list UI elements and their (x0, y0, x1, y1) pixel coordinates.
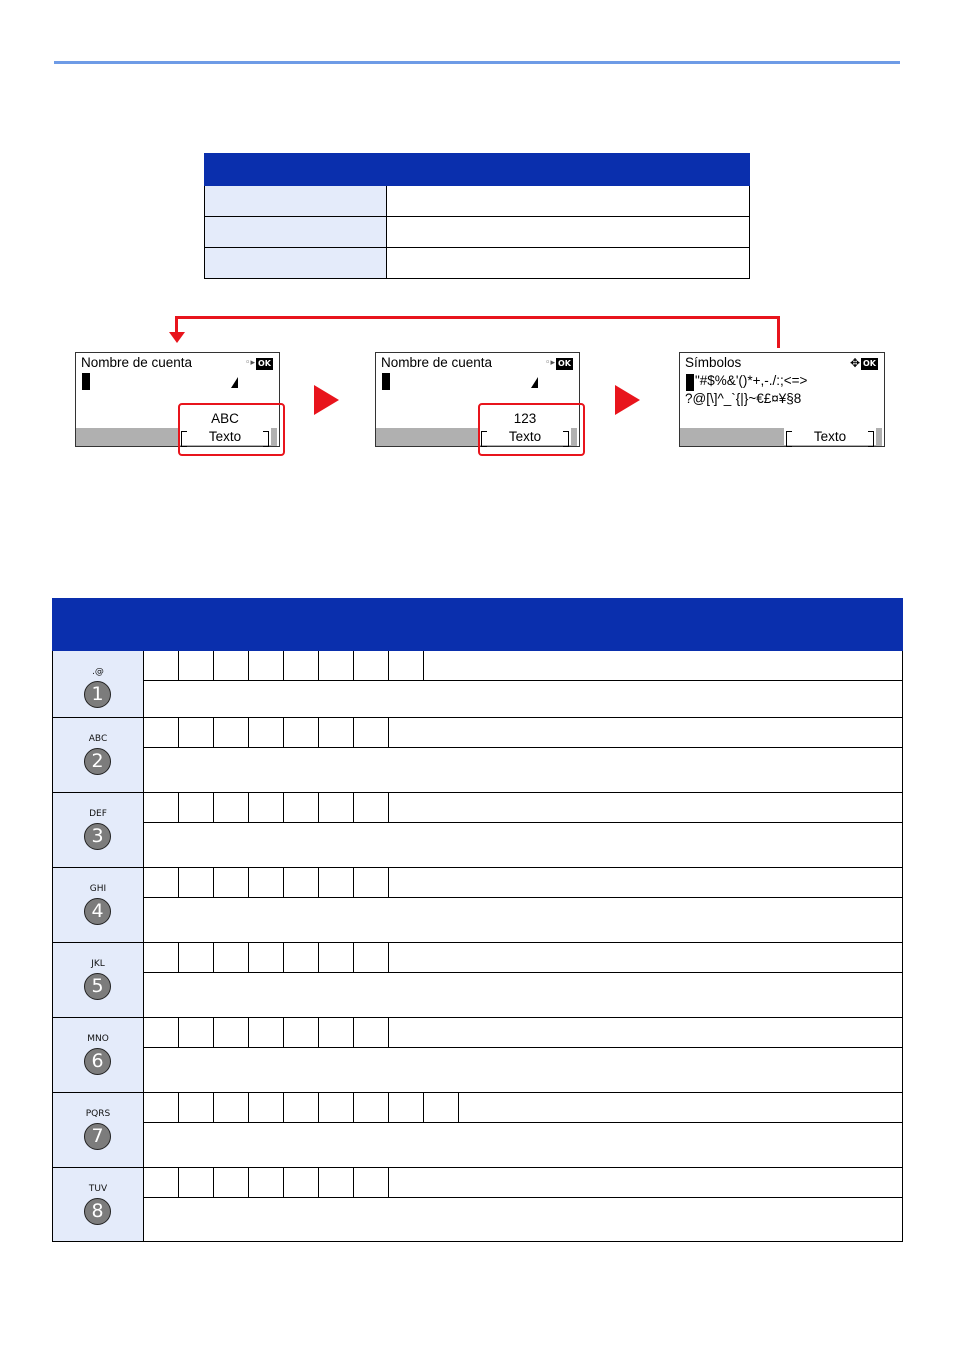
character-box (354, 1168, 389, 1197)
character-box (389, 651, 424, 680)
symbols-row-1: "#$%&'()*+,-./:;<=> (695, 373, 808, 388)
key-desc-row (53, 1048, 903, 1093)
key-letters-label: .@ (92, 667, 104, 677)
character-box (249, 868, 284, 897)
key-desc-row (53, 748, 903, 793)
level-icon (231, 377, 238, 388)
table-header-cell (53, 599, 144, 651)
character-grid (144, 793, 902, 822)
key-graphic (53, 1018, 143, 1091)
key-graphic (53, 1093, 143, 1166)
key-graphic (53, 718, 143, 791)
character-grid (144, 1168, 902, 1197)
key-letters-label: TUV (88, 1184, 108, 1194)
character-box (424, 1093, 459, 1122)
loop-line-top (175, 316, 780, 319)
next-arrow-icon (314, 385, 339, 415)
key-letters-label: DEF (89, 809, 107, 819)
input-mode-table (204, 153, 750, 279)
character-box (354, 943, 389, 972)
text-cursor (382, 373, 390, 390)
lcd-panel-symbols (679, 352, 885, 447)
key-letters-label: JKL (91, 959, 105, 969)
numeric-key-icon: 3 (84, 823, 111, 850)
key-desc-row (53, 1123, 903, 1168)
key-description-cell (144, 823, 903, 868)
key-description-cell (144, 681, 903, 718)
numeric-key-icon: 6 (84, 1048, 111, 1075)
character-box (144, 1168, 179, 1197)
key-description-cell (144, 1198, 903, 1242)
key-desc-row (53, 973, 903, 1018)
character-box (319, 1093, 354, 1122)
character-box (144, 1093, 179, 1122)
character-box (179, 651, 214, 680)
character-box (179, 1168, 214, 1197)
key-graphic (53, 793, 143, 866)
key-cell (53, 1018, 144, 1093)
symbols-row-2: ?@[\]^_`{|}~€£¤¥§8 (685, 391, 802, 406)
table-cell (387, 217, 750, 248)
character-box (214, 1018, 249, 1047)
key-cell (53, 943, 144, 1018)
character-box (144, 718, 179, 747)
character-box (249, 1093, 284, 1122)
table-header-cell (144, 599, 903, 651)
key-character-table (52, 598, 903, 1242)
table-header-row (53, 599, 903, 651)
key-cell (53, 651, 144, 718)
character-box (144, 868, 179, 897)
table-cell (205, 248, 387, 279)
character-cells (144, 1018, 903, 1048)
key-row (53, 1093, 903, 1123)
table-row (205, 248, 750, 279)
key-letters-label: PQRS (85, 1109, 111, 1119)
character-box (319, 793, 354, 822)
character-box (354, 1018, 389, 1047)
character-box (179, 943, 214, 972)
character-cells (144, 1093, 903, 1123)
character-box (284, 1168, 319, 1197)
character-cells (144, 793, 903, 823)
key-desc-row (53, 1198, 903, 1242)
character-box (284, 868, 319, 897)
table-header-row (205, 154, 750, 186)
character-box (284, 651, 319, 680)
softkey-label: Texto (508, 429, 542, 444)
key-cell (53, 793, 144, 868)
character-grid (144, 943, 902, 972)
character-cells (144, 718, 903, 748)
softkey-label: Texto (813, 429, 847, 444)
softkey-mode-label: ABC (211, 411, 239, 426)
table-header-cell (387, 154, 750, 186)
table-row (205, 186, 750, 217)
key-graphic (53, 1168, 143, 1240)
character-box (179, 718, 214, 747)
next-arrow-icon (615, 385, 640, 415)
key-cell (53, 1093, 144, 1168)
key-desc-row (53, 898, 903, 943)
table-cell (387, 186, 750, 217)
key-row (53, 1018, 903, 1048)
character-grid (144, 651, 902, 680)
key-description-cell (144, 898, 903, 943)
character-box (179, 793, 214, 822)
softkey-text[interactable] (784, 411, 876, 445)
key-letters-label: ABC (88, 734, 108, 744)
table-row (205, 217, 750, 248)
text-cursor (686, 374, 694, 391)
character-box (144, 943, 179, 972)
arrow-right-icon: ◦▸ (245, 358, 255, 368)
character-box (284, 793, 319, 822)
character-box (179, 1018, 214, 1047)
character-box (144, 1018, 179, 1047)
character-cells (144, 1168, 903, 1198)
character-box (354, 1093, 389, 1122)
key-row (53, 1168, 903, 1198)
key-letters-label: MNO (87, 1034, 109, 1044)
character-box (214, 943, 249, 972)
four-way-arrow-icon: ✥ (849, 356, 860, 370)
table-header-cell (205, 154, 387, 186)
panel-title: Símbolos (685, 355, 742, 370)
character-box (214, 793, 249, 822)
character-box (249, 1168, 284, 1197)
character-box (144, 651, 179, 680)
numeric-key-icon: 8 (84, 1198, 111, 1225)
character-box (354, 718, 389, 747)
panel-title: Nombre de cuenta (381, 355, 493, 370)
header-rule (54, 61, 900, 64)
table-cell (205, 217, 387, 248)
character-box (284, 1018, 319, 1047)
character-box (179, 868, 214, 897)
key-desc-row (53, 681, 903, 718)
key-graphic (53, 868, 143, 941)
softkey-label: Texto (208, 429, 242, 444)
character-box (144, 793, 179, 822)
key-row (53, 651, 903, 681)
character-box (319, 1168, 354, 1197)
character-grid (144, 1093, 902, 1122)
character-box (389, 1093, 424, 1122)
key-description-cell (144, 748, 903, 793)
character-cells (144, 943, 903, 973)
highlight-box (478, 403, 585, 456)
key-cell (53, 718, 144, 793)
highlight-box (178, 403, 285, 456)
character-box (214, 1093, 249, 1122)
character-box (319, 651, 354, 680)
character-box (214, 868, 249, 897)
key-cell (53, 1168, 144, 1242)
character-grid (144, 868, 902, 897)
key-graphic (53, 943, 143, 1016)
numeric-key-icon: 2 (84, 748, 111, 775)
key-row (53, 793, 903, 823)
character-cells (144, 651, 903, 681)
ok-icon: OK (558, 359, 571, 368)
character-box (319, 718, 354, 747)
key-graphic (53, 651, 143, 716)
level-icon (531, 377, 538, 388)
numeric-key-icon: 1 (84, 681, 111, 708)
character-box (214, 1168, 249, 1197)
key-letters-label: GHI (89, 884, 107, 894)
table-cell (387, 248, 750, 279)
character-box (354, 651, 389, 680)
key-description-cell (144, 973, 903, 1018)
key-row (53, 943, 903, 973)
character-box (354, 868, 389, 897)
text-cursor (82, 373, 90, 390)
character-grid (144, 1018, 902, 1047)
character-box (249, 651, 284, 680)
character-box (319, 1018, 354, 1047)
numeric-key-icon: 4 (84, 898, 111, 925)
character-box (214, 718, 249, 747)
character-box (214, 651, 249, 680)
character-box (249, 718, 284, 747)
softkey-mode-label: 123 (513, 411, 537, 426)
key-cell (53, 868, 144, 943)
numeric-key-icon: 7 (84, 1123, 111, 1150)
character-box (284, 1093, 319, 1122)
character-box (354, 793, 389, 822)
bracket-right-icon (868, 431, 874, 447)
character-box (319, 943, 354, 972)
key-description-cell (144, 1123, 903, 1168)
panel-title: Nombre de cuenta (81, 355, 193, 370)
character-grid (144, 718, 902, 747)
character-cells (144, 868, 903, 898)
character-box (249, 793, 284, 822)
character-box (179, 1093, 214, 1122)
loop-arrowhead-icon (169, 332, 185, 343)
character-box (284, 943, 319, 972)
table-cell (205, 186, 387, 217)
character-box (284, 718, 319, 747)
numeric-key-icon: 5 (84, 973, 111, 1000)
arrow-right-icon: ◦▸ (545, 358, 555, 368)
loop-line-right (777, 316, 780, 348)
key-description-cell (144, 1048, 903, 1093)
key-desc-row (53, 823, 903, 868)
key-row (53, 868, 903, 898)
key-row (53, 718, 903, 748)
ok-icon: OK (863, 359, 876, 368)
character-box (249, 1018, 284, 1047)
character-box (249, 943, 284, 972)
character-box (319, 868, 354, 897)
ok-icon: OK (258, 359, 271, 368)
